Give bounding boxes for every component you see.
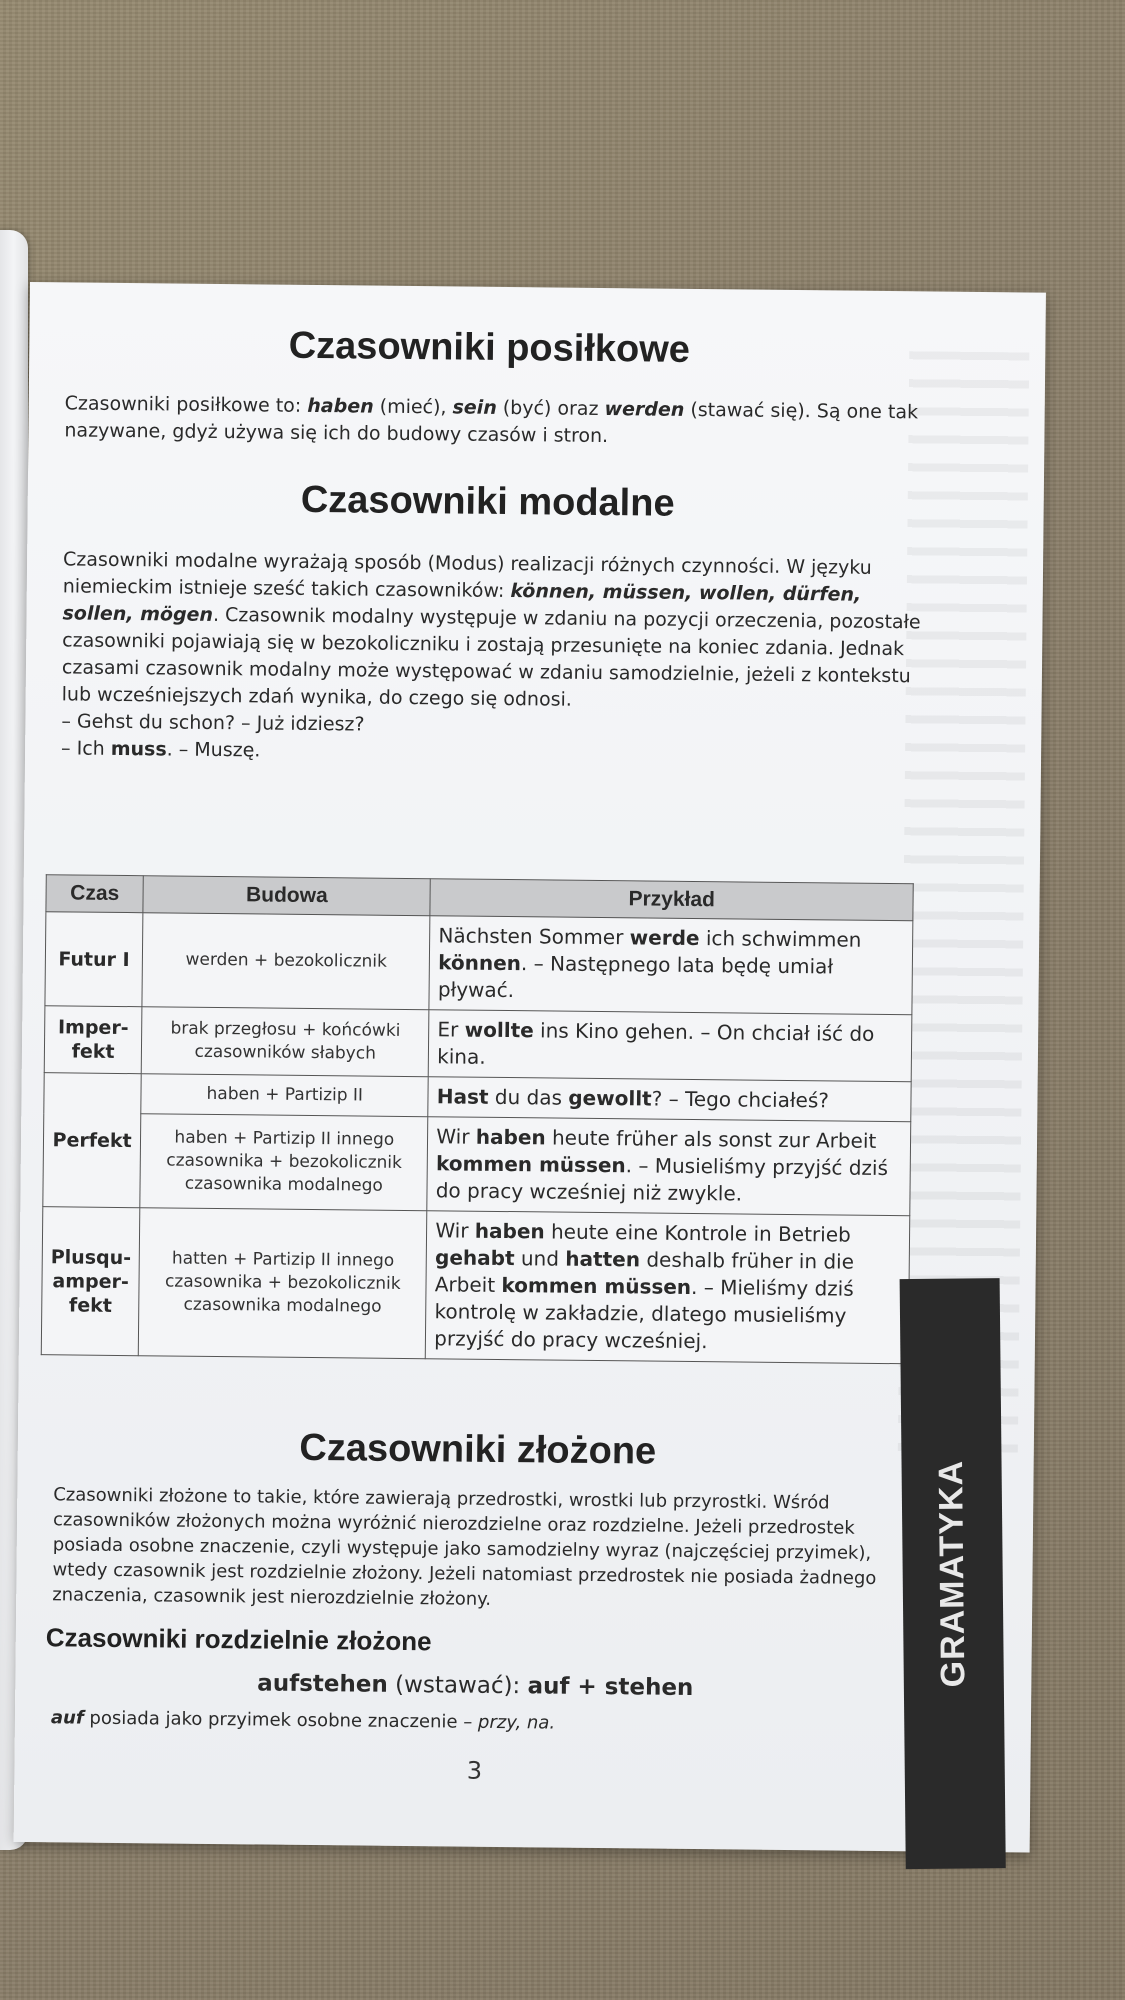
section-title-modal: Czasowniki modalne (300, 478, 675, 525)
col-header-budowa: Budowa (143, 876, 430, 916)
auxiliary-paragraph: Czasowniki posiłkowe to: haben (mieć), sein (być) oraz werden (stawać się). Są one tak nazywane, gdyż używa się ich do budowy czasów i stron. (64, 392, 919, 448)
structure-cell: haben + Partizip II (141, 1074, 428, 1117)
structure-cell: haben + Partizip II innego czasownika + bezokolicznik czasownika modalnego (140, 1114, 428, 1211)
example-cell: Wir haben heute früher als sonst zur Arbeit kommen müssen. – Musieliśmy przyjść dziś do pracy wcześniej niż zwykle. (427, 1117, 911, 1216)
table-row-plusquamperfekt (41, 1207, 910, 1364)
table-row-perfekt-2 (43, 1113, 911, 1216)
structure-cell: brak przegłosu + końcówki czasowników słabych (142, 1007, 430, 1077)
modal-verbs-table (41, 874, 914, 1364)
structure-cell: hatten + Partizip II innego czasownika + bezokolicznik czasownika modalnego (139, 1208, 428, 1359)
subheading-separable: Czasowniki rozdzielnie złożone (45, 1622, 432, 1657)
tense-cell: Futur I (45, 912, 143, 1007)
example-line-1: – Gehst du schon? – Już idziesz? (61, 710, 365, 736)
structure-cell: werden + bezokolicznik (142, 913, 430, 1010)
book-page (14, 282, 1046, 1853)
page-number: 3 (466, 1756, 483, 1785)
example-aufstehen: aufstehen (wstawać): auf + stehen (257, 1670, 694, 1702)
table-row-imperfekt (44, 1006, 912, 1082)
col-header-przyklad: Przykład (430, 879, 913, 921)
tense-cell: Imper-fekt (44, 1006, 142, 1074)
tense-cell: Perfekt (43, 1073, 142, 1208)
tense-cell: Plusqu-amper-fekt (41, 1207, 140, 1356)
example-cell: Nächsten Sommer werde ich schwimmen können. – Następnego lata będę umiał pływać. (429, 916, 913, 1015)
example-cell: Er wollte ins Kino gehen. – On chciał iść do kina. (428, 1010, 911, 1082)
col-header-czas: Czas (46, 875, 144, 913)
modal-paragraph: Czasowniki modalne wyrażają sposób (Modus) realizacji różnych czynności. W języku niemieckim istnieje sześć takich czasowników: können, müssen, wollen, dürfen, sollen, mögen. Czasownik modalny występuje w zdaniu na pozycji orzeczenia, pozostałe czasowniki pojawiają się w bezokoliczniku i zostają przesunięte na koniec zdania. Jednak czasami czasownik modalny może występować w zdaniu samodzielnie, jeżeli z kontekstu lub wcześniejszych zdań wynika, do czego się odnosi. – Gehst du schon? – Już idziesz? – Ich muss. – Muszę. (61, 548, 921, 762)
section-title-auxiliary: Czasowniki posiłkowe (288, 324, 691, 371)
example-line-2: – Ich muss. – Muszę. (61, 737, 261, 762)
side-tab (900, 1278, 1006, 1869)
section-title-compound: Czasowniki złożone (299, 1426, 657, 1473)
example-cell: Wir haben heute eine Kontrole in Betrieb gehabt und hatten deshalb früher in die Arbeit kommen müssen. – Mieliśmy dziś kontrolę w zakładzie, dlatego musieliśmy przyjść do pracy wcześniej. (426, 1211, 910, 1364)
example-cell: Hast du das gewollt? – Tego chciałeś? (428, 1077, 911, 1122)
table-row-futur (45, 912, 913, 1015)
note-auf: auf posiada jako przyimek osobne znaczenie – przy, na. (50, 1707, 556, 1734)
side-tab-label: GRAMATYKA (932, 1459, 973, 1688)
compound-paragraph: Czasowniki złożone to takie, które zawierają przedrostki, wrostki lub przyrostki. Wśród czasowników złożonych można wyróżnić nierozdzielne oraz rozdzielne. Jeżeli przedrostek posiada osobne znaczenie, czyli występuje jako samodzielny wyraz (najczęściej przyimek), wtedy czasownik jest rozdzielnie złożony. Jeżeli natomiast przedrostek nie posiada żadnego znaczenia, czasownik jest nierozdzielnie złożony. (52, 1484, 877, 1610)
